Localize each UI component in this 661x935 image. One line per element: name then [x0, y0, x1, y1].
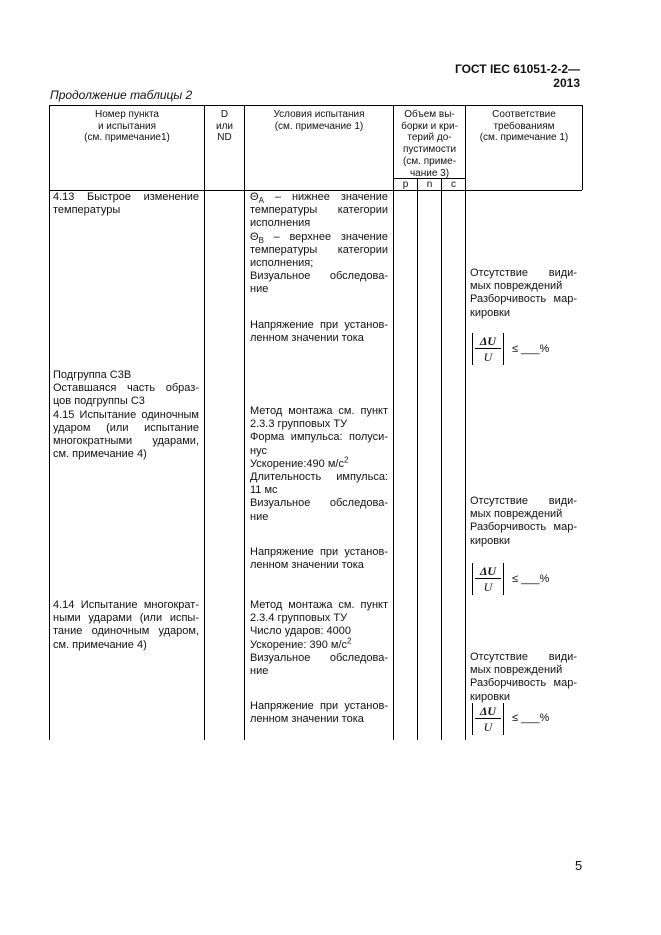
header-conditions: Условия испытания (см. примечание 1)	[273, 109, 365, 132]
compliance-2: Отсутствие види- мых повреждений Разборчивость мар- кировки	[470, 495, 577, 547]
conditions-4-13: $\Theta_A$ – нижнее значение температуры категории исполнения $\Theta_B$ – верхнее значение температуры категории исполнения; Визуальное обследова- ние	[250, 191, 388, 296]
header-sub-n: n	[426, 179, 433, 190]
col-border-5	[441, 178, 442, 740]
accel-1-line: Ускорение:490 $м/с^2$	[250, 455, 349, 470]
col-border-3	[393, 105, 394, 740]
col-border-1	[204, 105, 205, 740]
delta-u-formula-1: ΔU U	[472, 333, 504, 365]
col-border-2	[244, 105, 245, 740]
header-item: Номер пункта и испытания (см. примечание1)	[84, 109, 170, 144]
tolerance-1: ≤ ___%	[512, 343, 550, 355]
tolerance-2: ≤ ___%	[512, 573, 550, 585]
compliance-3: Отсутствие види- мых повреждений Разборчивость мар- кировки	[470, 651, 577, 703]
item-4-14: 4.14 Испытание многократ- ными ударами (или испы- тание одиночным ударом, см. примечание 4)	[53, 599, 199, 651]
header-sub-p: p	[402, 179, 409, 190]
standard-number: ГОСТ IEC 61051-2-2—2013	[454, 62, 580, 90]
subgroup-c3b: Подгруппа С3В Оставшаяся часть образ- цов подгруппы С3 4.15 Испытание одиночным ударом (или испытание многократными ударами, см. примечание 4)	[53, 369, 199, 461]
conditions-4-15: Метод монтажа см. пункт 2.3.3 групповых ТУ Форма импульса: полуси- нус Ускорение:490 $м/с^2$ Длительность импульса: 11 мс Визуальное обследова- ние	[250, 405, 388, 523]
table-caption: Продолжение таблицы 2	[50, 88, 193, 102]
item-4-13: 4.13 Быстрое изменение температуры	[53, 191, 199, 217]
delta-u-formula-3: ΔU U	[472, 703, 504, 735]
header-compliance: Соответствие требованиям (см. примечание 1)	[479, 109, 569, 144]
conditions-voltage-2: Напряжение при установ- ленном значении тока	[250, 546, 388, 572]
compliance-1: Отсутствие види- мых повреждений Разборчивость мар- кировки	[470, 267, 577, 319]
col-border-4	[417, 178, 418, 740]
theta-b-line: $\Theta_B$ – верхнее значение	[250, 230, 388, 245]
page-number: 5	[575, 858, 583, 873]
tolerance-3: ≤ ___%	[512, 712, 550, 724]
conditions-voltage-3: Напряжение при установ- ленном значении тока	[250, 700, 388, 726]
col-border-0	[49, 105, 50, 740]
header-d-nd: D или ND	[215, 109, 233, 144]
conditions-4-14: Метод монтажа см. пункт 2.3.4 групповых ТУ Число ударов: 4000 Ускорение: 390 $м/с^2$ Визуальное обследова- ние	[250, 599, 388, 678]
header-sample: Объем вы- борки и кри- терий до- пустимости (см. приме- чание 3)	[401, 109, 458, 179]
col-border-7	[582, 105, 583, 190]
accel-2-line: Ускорение: 390 $м/с^2$	[250, 635, 352, 651]
table-top-border	[49, 105, 582, 106]
header-sub-c: c	[451, 179, 456, 190]
theta-a-line: $\Theta_A$ – нижнее значение	[250, 191, 388, 206]
delta-u-formula-2: ΔU U	[472, 563, 504, 595]
col-border-6	[465, 105, 466, 740]
conditions-voltage-1: Напряжение при установ- ленном значении тока	[250, 319, 388, 345]
